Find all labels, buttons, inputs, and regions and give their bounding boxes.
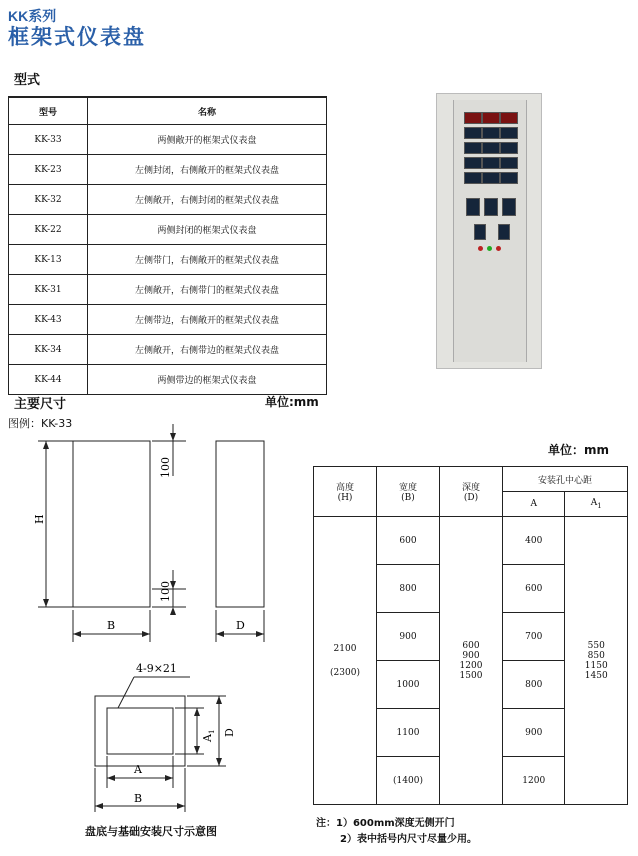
header-name: 名称: [88, 97, 327, 125]
controller-unit: [502, 198, 516, 216]
header-a1: $A_1$: [565, 492, 628, 517]
table-row: [9, 215, 327, 245]
panel-meter: [500, 172, 518, 184]
base-install-drawing: [80, 652, 250, 818]
elevation-drawing: [30, 420, 290, 652]
label-a: A: [134, 763, 142, 776]
label-holes: 4-9×21: [136, 662, 177, 675]
label-b: B: [107, 619, 116, 632]
name-cell: 两侧封闭的框架式仪表盘: [88, 215, 327, 245]
a-cell: 400: [503, 517, 565, 565]
display-meter: [482, 112, 500, 124]
page-title: 框架式仪表盘: [8, 25, 146, 49]
label-b-base: B: [134, 792, 143, 805]
side-view-outline: [216, 441, 264, 607]
label-bottom-100: 100: [159, 581, 172, 602]
label-d: D: [236, 619, 245, 632]
label-h: H: [33, 514, 46, 524]
model-cell: KK-23: [9, 155, 88, 185]
panel-meter: [482, 172, 500, 184]
dimensions-heading: 主要尺寸: [14, 397, 67, 412]
a-cell: 600: [503, 565, 565, 613]
name-cell: 左侧敞开，右侧带门的框架式仪表盘: [88, 275, 327, 305]
panel-meter: [500, 157, 518, 169]
display-meter: [464, 112, 482, 124]
header-height: 高度 (H): [314, 467, 377, 517]
a-cell: 1200: [503, 757, 565, 805]
panel-meter: [464, 172, 482, 184]
example-label: 图例：KK-33: [8, 417, 73, 430]
series-title: KK系列: [8, 8, 57, 24]
table-row: [9, 365, 327, 395]
header-hole-spacing: 安装孔中心距: [503, 467, 628, 492]
front-view-outline: [73, 441, 150, 607]
header-a: A: [503, 492, 565, 517]
name-cell: 两侧带边的框架式仪表盘: [88, 365, 327, 395]
model-cell: KK-13: [9, 245, 88, 275]
model-cell: KK-34: [9, 335, 88, 365]
controller-unit: [466, 198, 480, 216]
model-cell: KK-22: [9, 215, 88, 245]
panel-meter: [464, 142, 482, 154]
note-2: 2）表中括号内尺寸尽量少用。: [340, 834, 477, 845]
note-1: 注：1）600mm深度无侧开门: [316, 818, 455, 829]
height-values: 2100 (2300): [314, 517, 377, 805]
table-row: [9, 185, 327, 215]
indicator-light: [496, 246, 501, 251]
depth-values: 600 900 1200 1500: [440, 517, 503, 805]
table-header-row: [9, 97, 327, 125]
cabinet-front-panel: [453, 100, 527, 362]
model-cell: KK-33: [9, 125, 88, 155]
table-row: [9, 155, 327, 185]
width-cell: 1000: [377, 661, 440, 709]
a-cell: 800: [503, 661, 565, 709]
model-cell: KK-32: [9, 185, 88, 215]
cabinet-photo: [436, 93, 542, 369]
name-cell: 左侧敞开，右侧带边的框架式仪表盘: [88, 335, 327, 365]
label-top-100: 100: [159, 457, 172, 478]
unit-label-left: 单位:mm: [265, 395, 319, 409]
dimension-table: [313, 466, 628, 805]
width-cell: 900: [377, 613, 440, 661]
a1-values: 550 850 1150 1450: [565, 517, 628, 805]
indicator-light: [478, 246, 483, 251]
controller-unit: [484, 198, 498, 216]
header-depth: 深度 (D): [440, 467, 503, 517]
panel-meter: [500, 127, 518, 139]
width-cell: (1400): [377, 757, 440, 805]
panel-meter: [464, 157, 482, 169]
panel-meter: [464, 127, 482, 139]
label-a1: $A_1$: [201, 729, 216, 742]
table-row: [9, 245, 327, 275]
header-model: 型号: [9, 97, 88, 125]
model-cell: KK-31: [9, 275, 88, 305]
table-row: [9, 335, 327, 365]
type-table: [8, 96, 327, 395]
name-cell: 左侧带门，右侧敞开的框架式仪表盘: [88, 245, 327, 275]
base-drawing-caption: 盘底与基础安装尺寸示意图: [85, 825, 217, 838]
name-cell: 两侧敞开的框架式仪表盘: [88, 125, 327, 155]
width-cell: 800: [377, 565, 440, 613]
model-cell: KK-43: [9, 305, 88, 335]
width-cell: 600: [377, 517, 440, 565]
name-cell: 左侧敞开，右侧封闭的框架式仪表盘: [88, 185, 327, 215]
header-width: 宽度 (B): [377, 467, 440, 517]
type-heading: 型式: [14, 73, 41, 88]
name-cell: 左侧带边，右侧敞开的框架式仪表盘: [88, 305, 327, 335]
indicator-light: [487, 246, 492, 251]
panel-meter: [482, 127, 500, 139]
panel-meter: [482, 157, 500, 169]
unit-label-right: 单位：mm: [548, 443, 610, 457]
name-cell: 左侧封闭，右侧敞开的框架式仪表盘: [88, 155, 327, 185]
controller-unit: [474, 224, 486, 240]
controller-unit: [498, 224, 510, 240]
panel-meter: [500, 142, 518, 154]
width-cell: 1100: [377, 709, 440, 757]
table-row: [9, 275, 327, 305]
table-row: [9, 305, 327, 335]
table-row: [9, 125, 327, 155]
a-cell: 700: [503, 613, 565, 661]
label-d-base: D: [223, 728, 236, 737]
display-meter: [500, 112, 518, 124]
model-cell: KK-44: [9, 365, 88, 395]
a-cell: 900: [503, 709, 565, 757]
panel-meter: [482, 142, 500, 154]
